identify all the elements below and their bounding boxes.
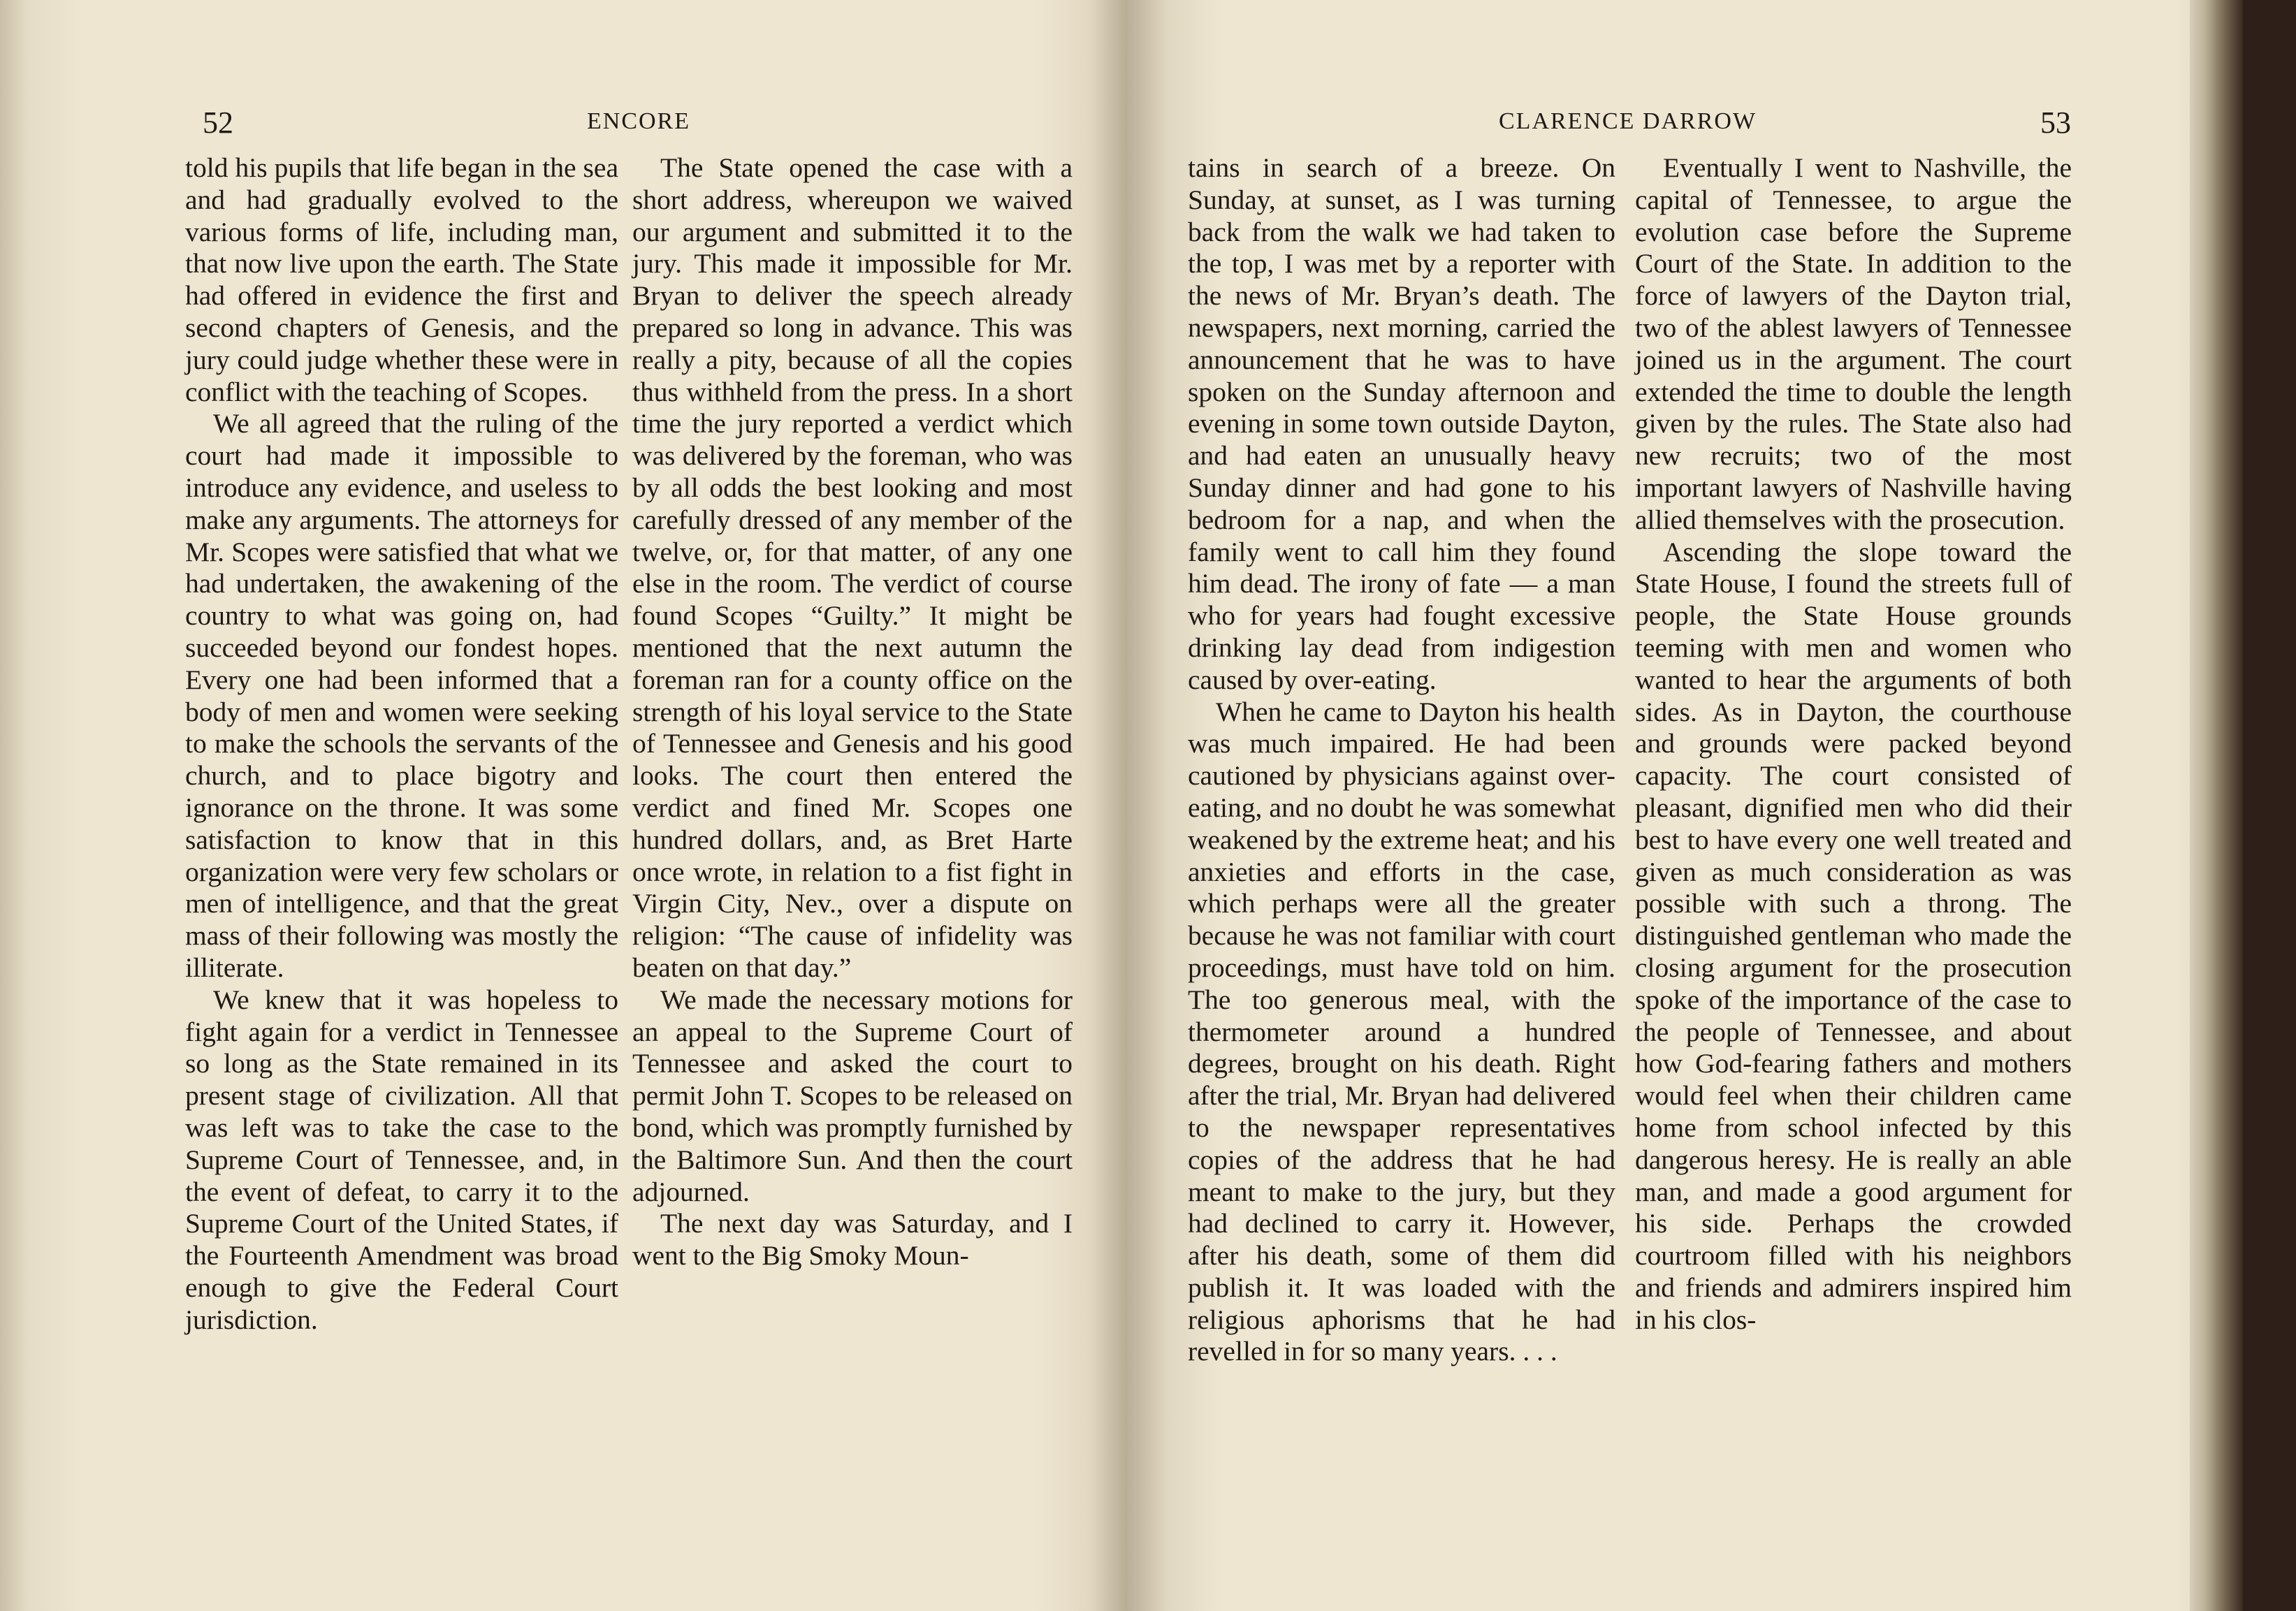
text-column xyxy=(1635,152,2072,1336)
page-edge xyxy=(2190,0,2243,1611)
left-page xyxy=(0,0,1125,1611)
text-column xyxy=(185,152,618,1336)
paragraph: Eventually I went to Nashville, the capital of Tennessee, to argue the evolution case before the Supreme Court of the State. In addition to the force of lawyers of the Dayton trial, two of the ablest lawyers of Tennessee joined us in the argument. The court extended the time to double the length given by the rules. The State also had new recruits; two of the most important lawyers of Nashville having allied themselves with the prosecution. xyxy=(1635,152,2072,535)
paragraph: Ascending the slope toward the State House, I found the streets full of people, the State House grounds teeming with men and women who wanted to hear the arguments of both sides. As in Dayton, the courthouse and grounds were packed beyond capacity. The court consisted of pleasant, dignified men who did their best to have every one well treated and given as much consideration as was possible with such a throng. The distinguished gentleman who made the closing argument for the prosecution spoke of the importance of the case to the people of Tennessee, and about how God-fearing fathers and mothers would feel when their children came home from school infected by this dangerous heresy. He is really an able man, and made a good argument for his side. Perhaps the crowded courtroom filled with his neighbors and friends and admirers inspired him in his clos- xyxy=(1635,536,2072,1335)
paragraph: We knew that it was hopeless to fight again for a verdict in Tennessee so long as the State remained in its present stage of civilization. All that was left was to take the case to the Supreme Court of Tennessee, and, in the event of defeat, to carry it to the Supreme Court of the United States, if the Fourteenth Amendment was broad enough to give the Federal Court jurisdiction. xyxy=(185,984,618,1335)
text-column xyxy=(632,152,1073,1272)
paragraph: When he came to Dayton his health was much impaired. He had been cautioned by physicians against over-eating, and no doubt he was somewhat weakened by the extreme heat; and his anxieties and efforts in the case, which perhaps were all the greater because he was not familiar with court proceedings, must have told on him. The too generous meal, with the thermometer around a hundred degrees, brought on his death. Right after the trial, Mr. Bryan had delivered to the newspaper representatives copies of the address that he had meant to make to the jury, but they had declined to carry it. However, after his death, some of them did publish it. It was loaded with the religious aphorisms that he had revelled in for so many years. . . . xyxy=(1188,696,1615,1367)
running-head: ENCORE xyxy=(587,108,690,134)
paragraph: The State opened the case with a short address, whereupon we waived our argument and submitted it to the jury. This made it impossible for Mr. Bryan to deliver the speech already prepared so long in advance. This was really a pity, because of all the copies thus withheld from the press. In a short time the jury reported a verdict which was delivered by the foreman, who was by all odds the best looking and most carefully dressed of any member of the twelve, or, for that matter, of any one else in the room. The verdict of course found Scopes “Guilty.” It might be mentioned that the next autumn the foreman ran for a county office on the strength of his loyal service to the State of Tennessee and Genesis and his good looks. The court then entered the verdict and fined Mr. Scopes one hundred dollars, and, as Bret Harte once wrote, in relation to a fist fight in Virgin City, Nev., over a dispute on religion: “The cause of infidelity was beaten on that day.” xyxy=(632,152,1073,983)
paragraph: tains in search of a breeze. On Sunday, at sunset, as I was turning back from the walk we had taken to the top, I was met by a reporter with the news of Mr. Bryan’s death. The newspapers, next morning, carried the announcement that he was to have spoken on the Sunday afternoon and evening in some town outside Dayton, and had eaten an unusually heavy Sunday dinner and had gone to his bedroom for a nap, and when the family went to call him they found him dead. The irony of fate — a man who for years had fought excessive drinking lay dead from indigestion caused by over-eating. xyxy=(1188,152,1615,695)
paragraph: The next day was Saturday, and I went to the Big Smoky Moun- xyxy=(632,1208,1073,1271)
running-head: CLARENCE DARROW xyxy=(1499,108,1757,134)
page-number: 53 xyxy=(2040,105,2071,140)
paragraph: We all agreed that the ruling of the court had made it impossible to introduce any evidence, and useless to make any arguments. The attorneys for Mr. Scopes were satisfied that what we had undertaken, the awakening of the country to what was going on, had succeeded beyond our fondest hopes. Every one had been informed that a body of men and women were seeking to make the schools the servants of the church, and to place bigotry and ignorance on the throne. It was some satisfaction to know that in this organization were very few scholars or men of intelligence, and that the great mass of their following was mostly the illiterate. xyxy=(185,408,618,983)
page-number: 52 xyxy=(203,105,233,140)
right-page xyxy=(1125,0,2243,1611)
paragraph: We made the necessary motions for an appeal to the Supreme Court of Tennessee and asked the court to permit John T. Scopes to be released on bond, which was promptly furnished by the Baltimore Sun. And then the court adjourned. xyxy=(632,984,1073,1207)
text-column xyxy=(1188,152,1615,1368)
paragraph: told his pupils that life began in the sea and had gradually evolved to the various forms of life, including man, that now live upon the earth. The State had offered in evidence the first and second chapters of Genesis, and the jury could judge whether these were in conflict with the teaching of Scopes. xyxy=(185,152,618,407)
